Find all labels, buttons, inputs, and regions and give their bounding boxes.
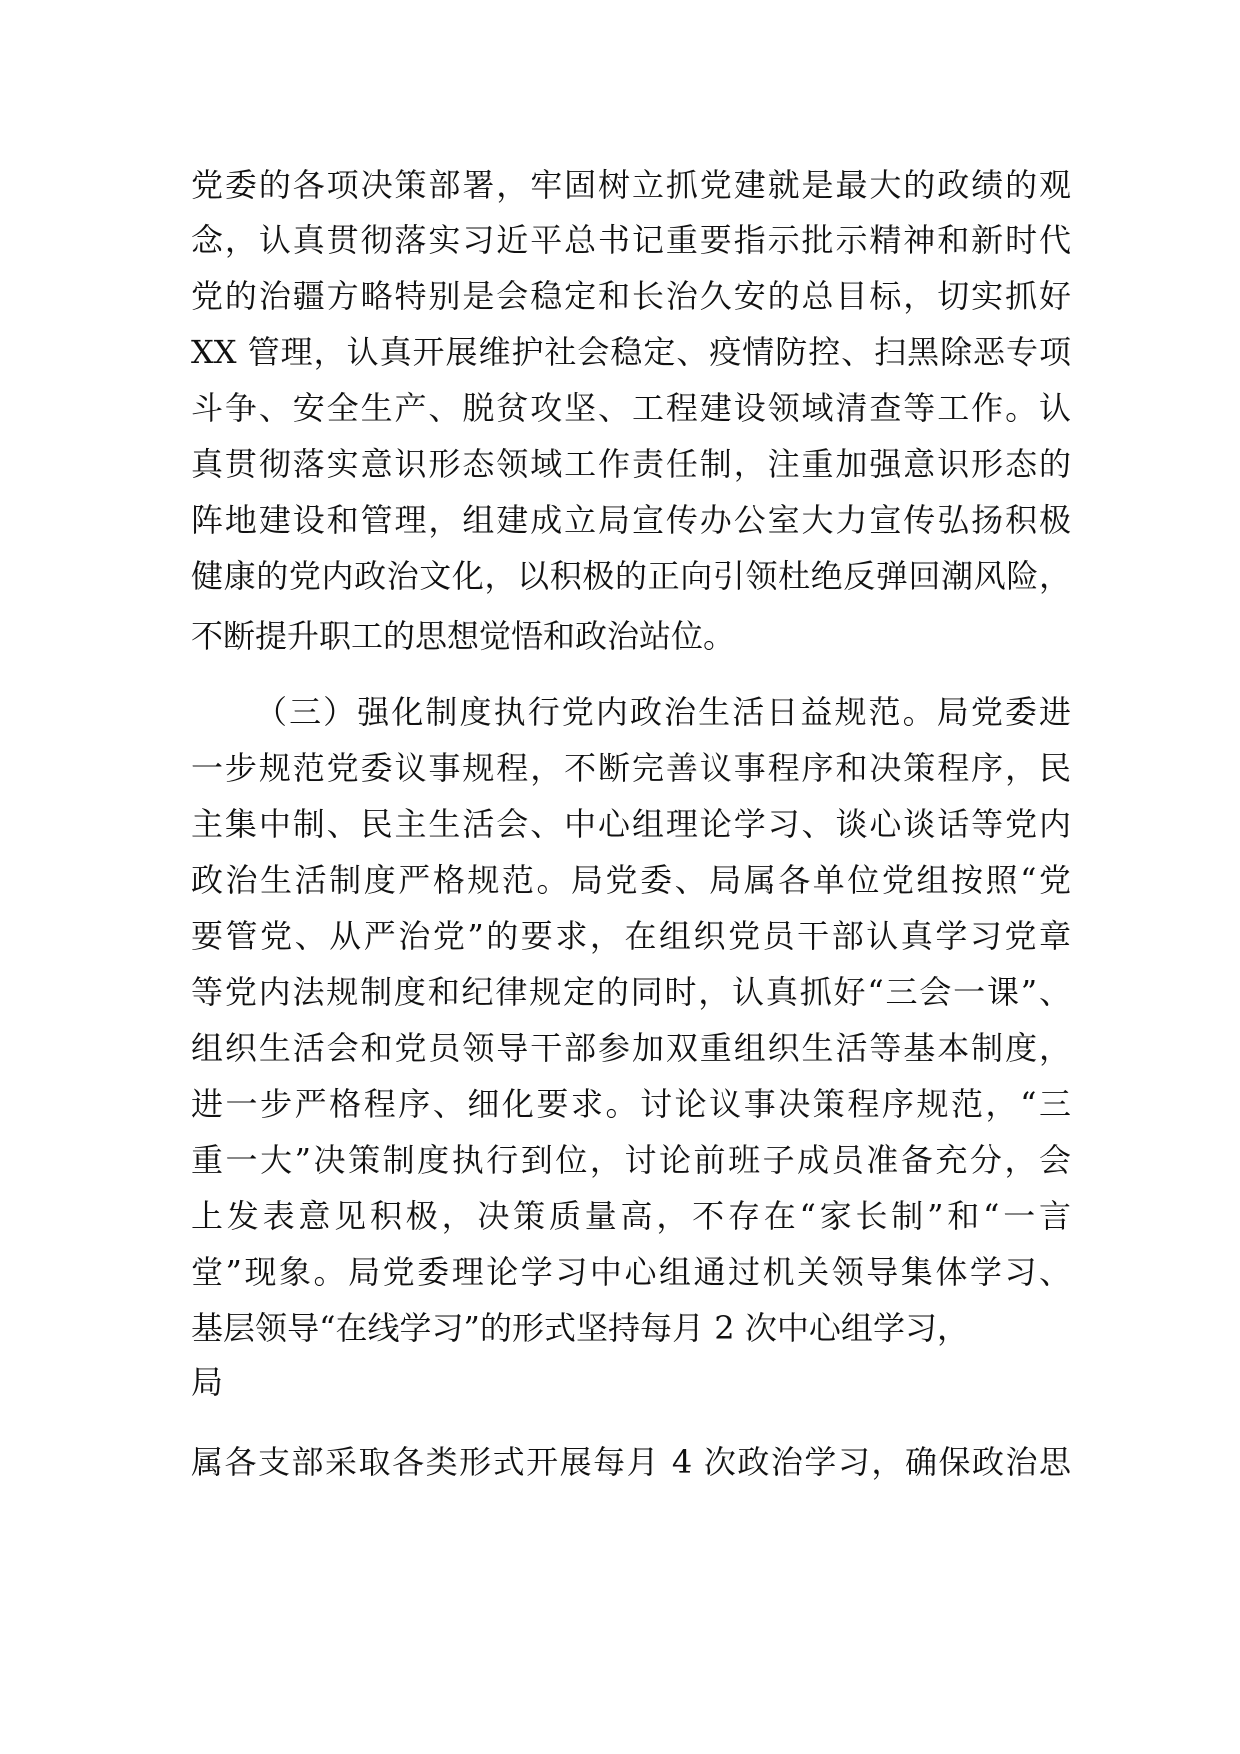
paragraph-line: 健康的党内政治文化，以积极的正向引领杜绝反弹回潮风险，: [191, 557, 1071, 595]
paragraph-line: 组织生活会和党员领导干部参加双重组织生活等基本制度，: [191, 1029, 1071, 1067]
paragraph-line: 主集中制、民主生活会、中心组理论学习、谈心谈话等党内: [191, 805, 1071, 843]
section-heading-line: （三）强化制度执行党内政治生活日益规范。局党委进: [255, 693, 1071, 731]
paragraph-line: 念，认真贯彻落实习近平总书记重要指示批示精神和新时代: [191, 221, 1071, 259]
paragraph-line: 要管党、从严治党”的要求，在组织党员干部认真学习党章: [191, 917, 1071, 955]
paragraph-line: 党的治疆方略特别是会稳定和长治久安的总目标，切实抓好: [191, 277, 1071, 315]
paragraph-line: XX 管理，认真开展维护社会稳定、疫情防控、扫黑除恶专项: [191, 333, 1071, 371]
paragraph-line: 进一步严格程序、细化要求。讨论议事决策程序规范，“三: [191, 1085, 1071, 1123]
paragraph-line: 党委的各项决策部署，牢固树立抓党建就是最大的政绩的观: [191, 166, 1071, 204]
paragraph-line: 堂”现象。局党委理论学习中心组通过机关领导集体学习、: [191, 1253, 1071, 1291]
paragraph-line: 上发表意见积极，决策质量高，不存在“家长制”和“一言: [191, 1197, 1071, 1235]
paragraph-line: 基层领导“在线学习”的形式坚持每月 2 次中心组学习，: [191, 1309, 969, 1347]
paragraph-line: 真贯彻落实意识形态领域工作责任制，注重加强意识形态的: [191, 445, 1071, 483]
paragraph-line: 一步规范党委议事规程，不断完善议事程序和决策程序，民: [191, 749, 1071, 787]
paragraph-line: 属各支部采取各类形式开展每月 4 次政治学习，确保政治思: [191, 1443, 1071, 1481]
paragraph-line: 斗争、安全生产、脱贫攻坚、工程建设领域清查等工作。认: [191, 389, 1071, 427]
paragraph-last-line: 不断提升职工的思想觉悟和政治站位。: [191, 617, 736, 655]
paragraph-line: 等党内法规制度和纪律规定的同时，认真抓好“三会一课”、: [191, 973, 1071, 1011]
paragraph-line: 阵地建设和管理，组建成立局宣传办公室大力宣传弘扬积极: [191, 501, 1071, 539]
paragraph-line: 重一大”决策制度执行到位，讨论前班子成员准备充分，会: [191, 1141, 1071, 1179]
paragraph-line: 局: [191, 1363, 224, 1401]
paragraph-line: 政治生活制度严格规范。局党委、局属各单位党组按照“党: [191, 861, 1071, 899]
